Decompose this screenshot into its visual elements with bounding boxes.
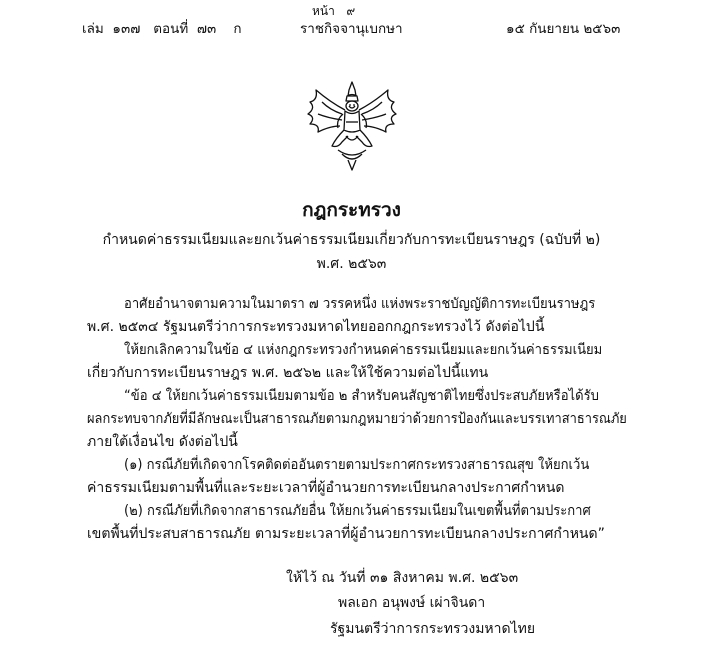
body-line: พ.ศ. ๒๕๓๔ รัฐมนตรีว่าการกระทรวงมหาดไทยออกกฎกระทรวงไว้ ดังต่อไปนี้ [87, 319, 545, 335]
body-line: อาศัยอำนาจตามความในมาตรา ๗ วรรคหนึ่ง แห่งพระราชบัญญัติการทะเบียนราษฎร [124, 296, 596, 312]
body-line: เกี่ยวกับการทะเบียนราษฎร พ.ศ. ๒๕๖๒ และให้ใช้ความต่อไปนี้แทน [87, 365, 489, 381]
body-line: (๑) กรณีภัยที่เกิดจากโรคติดต่ออันตรายตามประกาศกระทรวงสาธารณสุข ให้ยกเว้น [124, 457, 590, 473]
volume-label: เล่ม [82, 21, 104, 37]
publication-date: ๑๕ กันยายน ๒๕๖๓ [506, 21, 621, 37]
body-line: ผลกระทบจากภัยที่มีลักษณะเป็นสาธารณภัยตามกฎหมายว่าด้วยการป้องกันและบรรเทาสาธารณภัย [87, 411, 627, 427]
publication-name: ราชกิจจานุเบกษา [300, 21, 403, 37]
body-line: (๒) กรณีภัยที่เกิดจากสาธารณภัยอื่น ให้ยกเว้นค่าธรรมเนียมในเขตพื้นที่ตามประกาศ [124, 503, 591, 519]
body-line: “ข้อ ๔ ให้ยกเว้นค่าธรรมเนียมตามข้อ ๒ สำหรับคนสัญชาติไทยซึ่งประสบภัยหรือได้รับ [124, 388, 599, 404]
section-number: ๗๓ [196, 21, 217, 37]
volume-number: ๑๓๗ [112, 21, 141, 37]
volume-info [82, 20, 242, 38]
body-line: ภายใต้เงื่อนไข ดังต่อไปนี้ [87, 434, 238, 450]
given-date: ให้ไว้ ณ วันที่ ๓๑ สิงหาคม พ.ศ. ๒๕๖๓ [286, 570, 519, 586]
page-number: ๙ [346, 4, 356, 18]
document-subtitle: กำหนดค่าธรรมเนียมและยกเว้นค่าธรรมเนียมเกี่ยวกับการทะเบียนราษฎร (ฉบับที่ ๒) [102, 232, 601, 248]
body-line: ให้ยกเลิกความในข้อ ๔ แห่งกฎกระทรวงกำหนดค่าธรรมเนียมและยกเว้นค่าธรรมเนียม [124, 342, 603, 358]
section-label: ตอนที่ [153, 21, 189, 37]
body-line: เขตพื้นที่ประสบสาธารณภัย ตามระยะเวลาที่ผู้อำนวยการทะเบียนกลางประกาศกำหนด” [87, 526, 605, 542]
document-title: กฎกระทรวง [302, 199, 401, 221]
garuda-emblem-icon [302, 80, 402, 172]
document-year: พ.ศ. ๒๕๖๓ [316, 256, 387, 272]
signer-name: พลเอก อนุพงษ์ เผ่าจินดา [338, 595, 486, 611]
body-line: ค่าธรรมเนียมตามพื้นที่และระยะเวลาที่ผู้อำนวยการทะเบียนกลางประกาศกำหนด [87, 480, 565, 496]
page-number-label [312, 2, 355, 20]
signer-position: รัฐมนตรีว่าการกระทรวงมหาดไทย [330, 621, 536, 637]
section-suffix: ก [233, 21, 242, 37]
page-label: หน้า [312, 4, 335, 18]
